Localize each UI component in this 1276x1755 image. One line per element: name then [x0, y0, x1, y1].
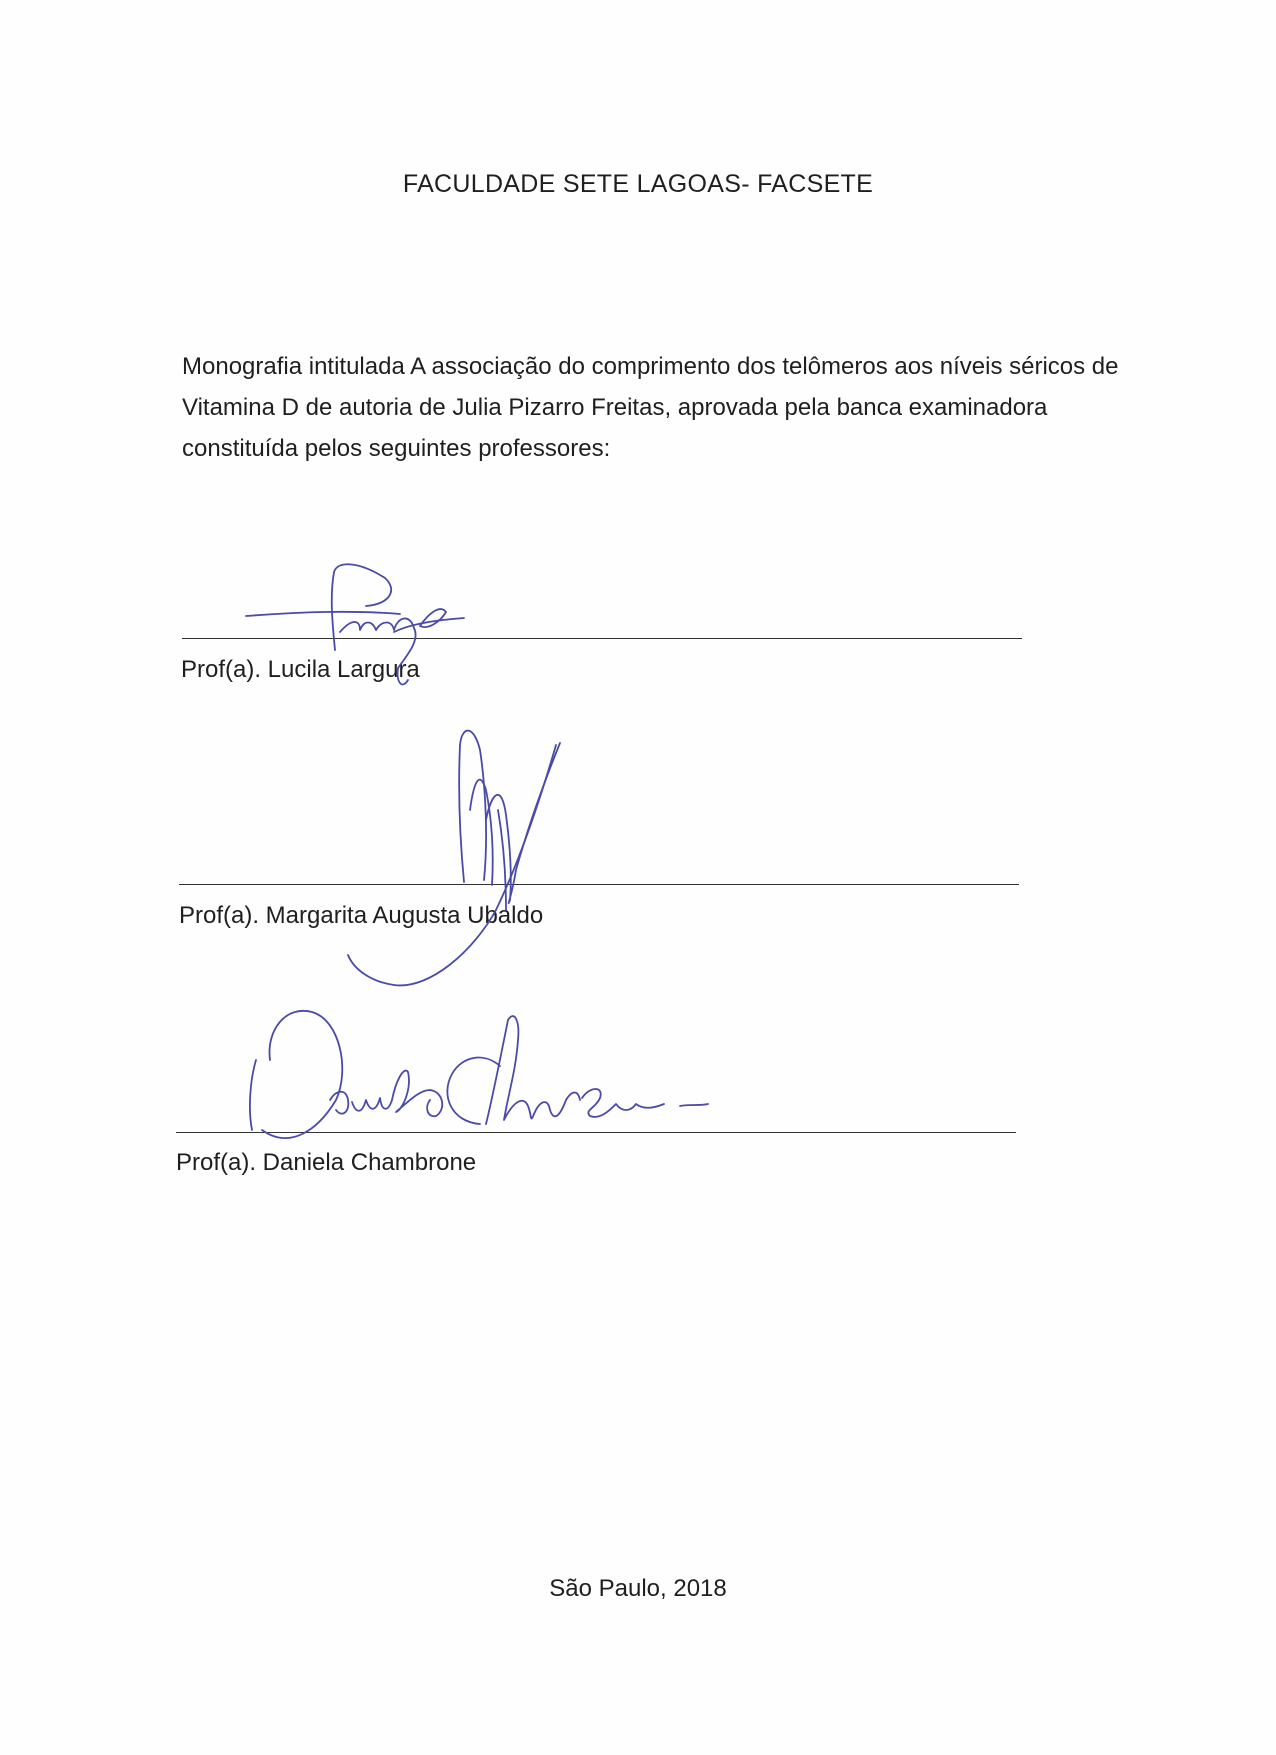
place-and-date: São Paulo, 2018 [549, 1575, 727, 1602]
signature-line-2 [179, 884, 1019, 885]
committee-member-name-2: Prof(a). Margarita Augusta Ubaldo [179, 902, 544, 929]
handwritten-signature-icon [250, 1011, 708, 1138]
handwritten-signature-icon [348, 731, 560, 986]
institution-title: FACULDADE SETE LAGOAS- FACSETE [402, 170, 874, 198]
signature-line-1 [182, 638, 1022, 639]
approval-statement: Monografia intitulada A associação do comprimento dos telômeros aos níveis séricos de Vitamina D de autoria de Julia Pizarro Freitas, aprovada pela banca examinadora constituída pelos seguintes professores: [182, 353, 1119, 462]
committee-member-name-1: Prof(a). Lucila Largura [181, 656, 420, 683]
signature-line-3 [176, 1132, 1016, 1133]
committee-member-name-3: Prof(a). Daniela Chambrone [176, 1149, 477, 1176]
